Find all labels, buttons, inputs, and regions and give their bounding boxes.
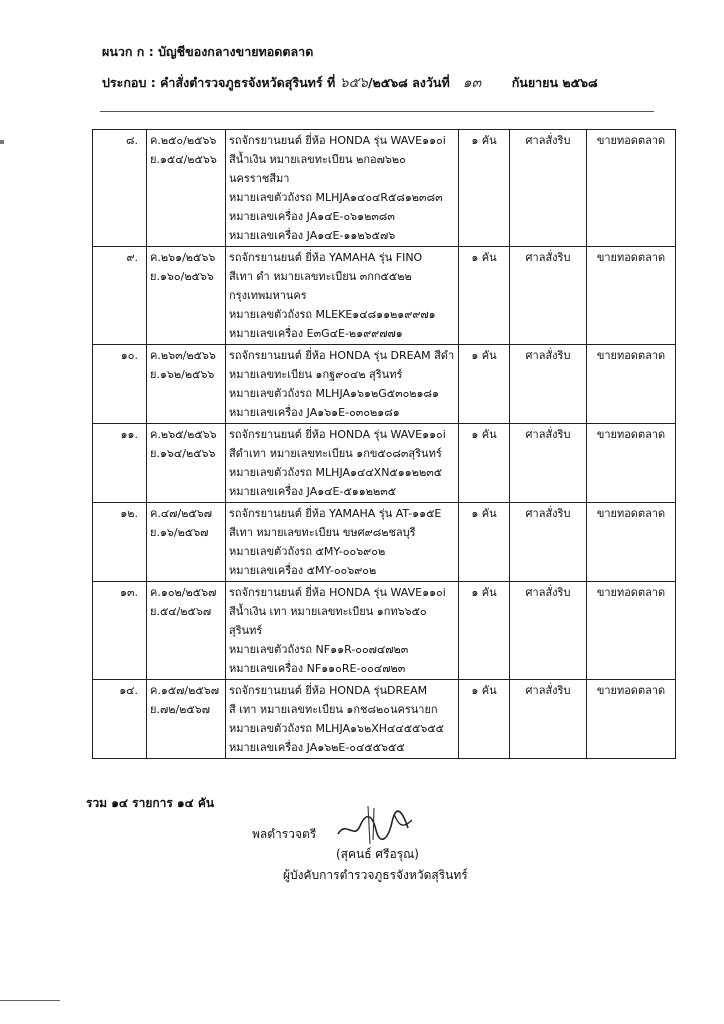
- vehicle-description-line: รถจักรยานยนต์ ยี่ห้อ HONDA รุ่น DREAM สีดำ: [229, 349, 455, 362]
- disposal-action: ขายทอดตลาด: [587, 424, 676, 503]
- vehicle-description-line: สีเทา ดำ หมายเลขทะเบียน ๓กก๕๕๒๒: [229, 270, 412, 283]
- vehicle-description-line: หมายเลขตัวถังรถ MLHJA๑๖๒XH๔๔๕๕๖๕๕: [229, 722, 444, 735]
- vehicle-description: [226, 680, 459, 759]
- item-number: ๙.: [93, 247, 147, 345]
- vehicle-description-line: หมายเลขตัวถังรถ MLHJA๑๖๑๒G๕๓๐๒๑๘๑: [229, 387, 440, 400]
- table-row: [93, 424, 676, 503]
- item-number: ๑๓.: [93, 582, 147, 680]
- case-number-line: ย.๑๖๔/๒๕๖๖: [150, 447, 216, 460]
- vehicle-description-line: หมายเลขตัวถังรถ MLHJA๑๔๔XN๕๑๑๒๒๓๕: [229, 466, 443, 479]
- handwritten-signature: [328, 800, 418, 846]
- order-reference: [102, 72, 598, 94]
- disposal-action: ขายทอดตลาด: [587, 680, 676, 759]
- vehicle-description-line: กรุงเทพมหานคร: [229, 289, 307, 302]
- vehicle-description-line: รถจักรยานยนต์ ยี่ห้อ HONDA รุ่น WAVE๑๑๐i: [229, 428, 446, 441]
- court-ruling: ศาลสั่งริบ: [510, 424, 587, 503]
- vehicle-description-line: รถจักรยานยนต์ ยี่ห้อ HONDA รุ่น WAVE๑๑๐i: [229, 586, 446, 599]
- case-number-line: ค.๔๗/๒๕๖๗: [150, 507, 212, 520]
- vehicle-description: [226, 582, 459, 680]
- case-number: [147, 247, 226, 345]
- item-number: ๑๒.: [93, 503, 147, 582]
- case-number: [147, 424, 226, 503]
- vehicle-description-line: นครราชสีมา: [229, 172, 290, 185]
- court-ruling: ศาลสั่งริบ: [510, 680, 587, 759]
- evidence-table: [92, 129, 676, 759]
- court-ruling: ศาลสั่งริบ: [510, 247, 587, 345]
- case-number-line: ย.๕๔/๒๕๖๗: [150, 605, 212, 618]
- vehicle-description-line: รถจักรยานยนต์ ยี่ห้อ YAMAHA รุ่น FINO: [229, 251, 423, 264]
- case-number-line: ย.๑๖๐/๒๕๖๖: [150, 270, 214, 283]
- quantity: ๑ คัน: [459, 345, 510, 424]
- edge-mark: [0, 140, 4, 144]
- vehicle-description: [226, 503, 459, 582]
- vehicle-description: [226, 345, 459, 424]
- case-number-line: ค.๒๖๓/๒๕๖๖: [150, 349, 216, 362]
- order-day-handwritten: ๑๓: [462, 75, 482, 91]
- quantity: ๑ คัน: [459, 247, 510, 345]
- vehicle-description-line: รถจักรยานยนต์ ยี่ห้อ HONDA รุ่นDREAM: [229, 684, 428, 697]
- vehicle-description-line: หมายเลขเครื่อง JA๑๔E-๑๑๒๖๕๗๖: [229, 229, 396, 242]
- order-reference-prefix: ประกอบ : คำสั่งตำรวจภูธรจังหวัดสุรินทร์ ที่: [102, 75, 336, 90]
- court-ruling: ศาลสั่งริบ: [510, 503, 587, 582]
- vehicle-description-line: สุรินทร์: [229, 624, 263, 637]
- order-reference-mid: /๒๕๖๘ ลงวันที่: [367, 75, 450, 90]
- case-number-line: ย.๗๒/๒๕๖๗: [150, 703, 211, 716]
- table-row: [93, 582, 676, 680]
- case-number-line: ค.๑๐๒/๒๕๖๗: [150, 586, 217, 599]
- header-rule: [100, 111, 654, 112]
- disposal-action: ขายทอดตลาด: [587, 345, 676, 424]
- disposal-action: ขายทอดตลาด: [587, 503, 676, 582]
- case-number: [147, 582, 226, 680]
- case-number-line: ค.๒๖๕/๒๕๖๖: [150, 428, 217, 441]
- vehicle-description-line: หมายเลขเครื่อง NF๑๑๐RE-๐๐๔๗๒๓: [229, 662, 406, 675]
- vehicle-description-line: หมายเลขตัวถังรถ MLEKE๑๔๘๑๑๒๑๙๙๗๑: [229, 308, 436, 321]
- table-row: [93, 130, 676, 247]
- vehicle-description-line: สีดำเทา หมายเลขทะเบียน ๑กข๕๐๘๓สุรินทร์: [229, 447, 442, 460]
- item-number: ๑๐.: [93, 345, 147, 424]
- order-month-year: กันยายน ๒๕๖๘: [511, 75, 598, 90]
- total-summary: รวม ๑๔ รายการ ๑๔ คัน: [86, 796, 215, 810]
- vehicle-description-line: หมายเลขตัวถังรถ ๕MY-๐๐๖๙๐๒: [229, 545, 386, 558]
- vehicle-description-line: หมายเลขเครื่อง JA๑๔E-๕๑๑๒๒๓๕: [229, 485, 397, 498]
- disposal-action: ขายทอดตลาด: [587, 130, 676, 247]
- vehicle-description-line: หมายเลขเครื่อง JA๑๖๒E-๐๔๕๕๖๕๕: [229, 741, 405, 754]
- table-row: [93, 680, 676, 759]
- case-number-line: ค.๒๖๑/๒๕๖๖: [150, 251, 216, 264]
- quantity: ๑ คัน: [459, 582, 510, 680]
- item-number: ๑๔.: [93, 680, 147, 759]
- quantity: ๑ คัน: [459, 503, 510, 582]
- evidence-table-body: [93, 130, 676, 759]
- court-ruling: ศาลสั่งริบ: [510, 582, 587, 680]
- signer-rank: พลตำรวจตรี: [252, 827, 317, 841]
- case-number: [147, 680, 226, 759]
- vehicle-description-line: หมายเลขเครื่อง E๓G๔E-๒๑๙๙๗๗๑: [229, 327, 403, 340]
- case-number: [147, 503, 226, 582]
- signer-title: ผู้บังคับการตำรวจภูธรจังหวัดสุรินทร์: [283, 868, 468, 882]
- vehicle-description-line: หมายเลขเครื่อง ๕MY-๐๐๖๙๐๒: [229, 564, 377, 577]
- court-ruling: ศาลสั่งริบ: [510, 130, 587, 247]
- vehicle-description-line: สี เทา หมายเลขทะเบียน ๑กช๘๒๐นครนายก: [229, 703, 438, 716]
- court-ruling: ศาลสั่งริบ: [510, 345, 587, 424]
- vehicle-description-line: สีเทา หมายเลขทะเบียน ขษศ๙๘๒ชลบุรี: [229, 526, 416, 539]
- quantity: ๑ คัน: [459, 424, 510, 503]
- vehicle-description-line: หมายเลขทะเบียน ๑กฐ๙๐๔๒ สุรินทร์: [229, 368, 403, 381]
- item-number: ๘.: [93, 130, 147, 247]
- item-number: ๑๑.: [93, 424, 147, 503]
- quantity: ๑ คัน: [459, 680, 510, 759]
- vehicle-description-line: สีน้ำเงิน เทา หมายเลขทะเบียน ๑กท๖๖๕๐: [229, 605, 427, 618]
- case-number-line: ค.๑๕๗/๒๕๖๗: [150, 684, 219, 697]
- vehicle-description: [226, 424, 459, 503]
- vehicle-description: [226, 247, 459, 345]
- vehicle-description-line: หมายเลขตัวถังรถ NF๑๑R-๐๐๗๔๗๒๓: [229, 643, 409, 656]
- vehicle-description-line: สีน้ำเงิน หมายเลขทะเบียน ๒กอ๗๖๒๐: [229, 153, 406, 166]
- case-number-line: ย.๑๕๔/๒๕๖๖: [150, 153, 217, 166]
- quantity: ๑ คัน: [459, 130, 510, 247]
- vehicle-description-line: หมายเลขเครื่อง JA๑๖๑E-๐๓๐๒๑๘๑: [229, 406, 400, 419]
- vehicle-description-line: หมายเลขตัวถังรถ MLHJA๑๔๐๔R๕๘๑๒๓๘๓: [229, 191, 443, 204]
- case-number: [147, 130, 226, 247]
- footer-rule: [0, 1000, 60, 1001]
- table-row: [93, 345, 676, 424]
- vehicle-description-line: รถจักรยานยนต์ ยี่ห้อ YAMAHA รุ่น AT-๑๑๕E: [229, 507, 442, 520]
- vehicle-description: [226, 130, 459, 247]
- disposal-action: ขายทอดตลาด: [587, 247, 676, 345]
- order-number-handwritten: ๖๕๖: [339, 75, 368, 91]
- vehicle-description-line: หมายเลขเครื่อง JA๑๔E-๐๖๑๒๓๘๓: [229, 210, 395, 223]
- case-number-line: ย.๑๖/๒๕๖๗: [150, 526, 209, 539]
- table-row: [93, 247, 676, 345]
- annex-title: ผนวก ก : บัญชีของกลางขายทอดตลาด: [102, 44, 314, 59]
- table-row: [93, 503, 676, 582]
- signer-name: (สุคนธ์ ศรีอรุณ): [336, 847, 419, 861]
- vehicle-description-line: รถจักรยานยนต์ ยี่ห้อ HONDA รุ่น WAVE๑๑๐i: [229, 134, 446, 147]
- case-number-line: ย.๑๖๒/๒๕๖๖: [150, 368, 215, 381]
- disposal-action: ขายทอดตลาด: [587, 582, 676, 680]
- case-number-line: ค.๒๕๐/๒๕๖๖: [150, 134, 217, 147]
- case-number: [147, 345, 226, 424]
